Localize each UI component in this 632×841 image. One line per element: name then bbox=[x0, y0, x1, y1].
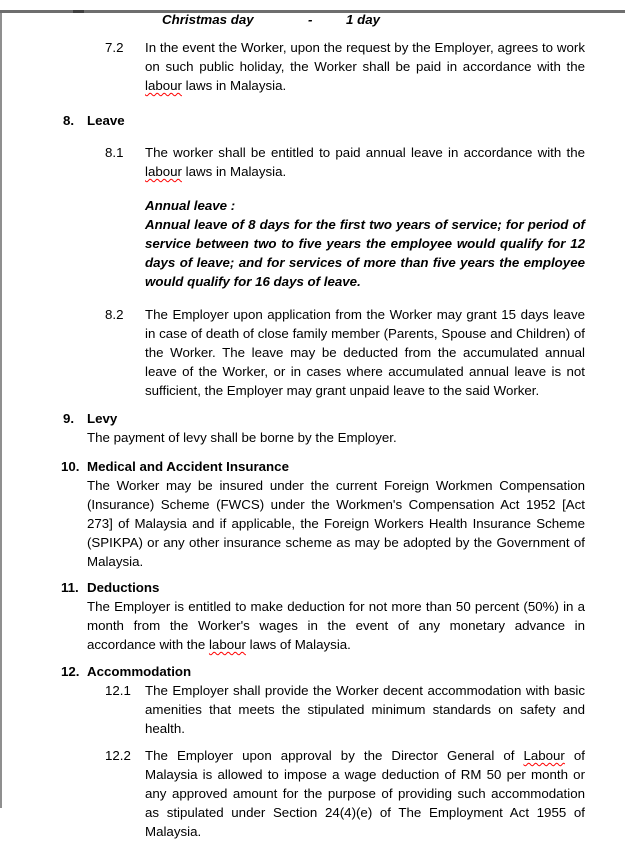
section-8-leave bbox=[63, 111, 585, 130]
section-9-body: The payment of levy shall be borne by the Employer. bbox=[87, 430, 397, 445]
clause-12-2-text: The Employer upon approval by the Director General of bbox=[145, 748, 524, 763]
holiday-dash: - bbox=[308, 12, 313, 27]
spellcheck-word: Labour bbox=[523, 748, 565, 763]
section-9-levy bbox=[63, 409, 585, 447]
section-10-insurance bbox=[61, 457, 585, 571]
clause-8-2 bbox=[105, 305, 585, 400]
holiday-name: Christmas day bbox=[162, 12, 254, 27]
holiday-item-row bbox=[0, 10, 632, 29]
section-11-title: Deductions bbox=[87, 580, 160, 595]
clause-8-1-text-end: laws in Malaysia. bbox=[181, 164, 287, 179]
section-10-body: The Worker may be insured under the current Foreign Workmen Compensation (Insurance) Scheme (FWCS) under the Workmen's Compensation Act 1952 [Act 273] of Malaysia and if applicable, the Foreign Workers Health Insurance Scheme (SPIKPA) or any other insurance scheme as may be adopted by the Government of Malaysia. bbox=[87, 478, 585, 569]
clause-12-2-text-end: of Malaysia is allowed to impose a wage deduction of RM 50 per month or any approved amount for the purpose of providing such accommodation as stipulated under Section 24(4)(e) of The Employment Act 1955 of Malaysia. bbox=[145, 748, 585, 839]
section-12-accommodation bbox=[61, 662, 585, 681]
clause-8-1-number: 8.1 bbox=[105, 145, 124, 160]
clause-7-2-text-end: laws in Malaysia. bbox=[181, 78, 287, 93]
section-11-number: 11. bbox=[61, 580, 79, 595]
document-page bbox=[0, 10, 632, 841]
spellcheck-word: labour bbox=[145, 164, 182, 179]
clause-7-2-text: In the event the Worker, upon the request by the Employer, agrees to work on such public holiday, the Worker shall be paid in accordance with the bbox=[145, 40, 585, 74]
clause-12-1-number: 12.1 bbox=[105, 683, 131, 698]
clause-12-2-number: 12.2 bbox=[105, 748, 131, 763]
clause-12-1 bbox=[105, 681, 585, 738]
section-8-title: Leave bbox=[87, 113, 125, 128]
section-10-title: Medical and Accident Insurance bbox=[87, 459, 289, 474]
clause-7-2 bbox=[105, 38, 585, 95]
section-11-text-end: laws of Malaysia. bbox=[245, 637, 351, 652]
clause-8-1-text: The worker shall be entitled to paid annual leave in accordance with the bbox=[145, 145, 585, 160]
holiday-duration: 1 day bbox=[346, 12, 381, 27]
section-9-number: 9. bbox=[63, 411, 75, 426]
clause-12-1-text: The Employer shall provide the Worker decent accommodation with basic amenities that meets the stipulated minimum standards on safety and health. bbox=[145, 683, 585, 736]
section-10-number: 10. bbox=[61, 459, 80, 474]
clause-8-1 bbox=[105, 143, 585, 181]
annual-leave-note bbox=[145, 196, 585, 291]
section-11-deductions bbox=[61, 578, 585, 654]
clause-8-2-number: 8.2 bbox=[105, 307, 124, 322]
section-12-title: Accommodation bbox=[87, 664, 192, 679]
section-8-number: 8. bbox=[63, 113, 75, 128]
section-11-text: The Employer is entitled to make deduction for not more than 50 percent (50%) in a month from the Worker's wages in the event of any monetary advance in accordance with the bbox=[87, 599, 585, 652]
clause-8-2-text: The Employer upon application from the Worker may grant 15 days leave in case of death of close family member (Parents, Spouse and Children) of the Worker. The leave may be deducted from the accumulated annual leave of the Worker, or in cases where accumulated annual leave is not sufficient, the Employer may grant unpaid leave to the said Worker. bbox=[145, 307, 585, 398]
spellcheck-word: labour bbox=[208, 637, 246, 652]
spellcheck-word: labour bbox=[145, 78, 182, 93]
annual-leave-note-heading: Annual leave : bbox=[145, 198, 236, 213]
clause-7-2-number: 7.2 bbox=[105, 40, 124, 55]
section-9-title: Levy bbox=[87, 411, 118, 426]
clause-12-2 bbox=[105, 746, 585, 841]
annual-leave-note-body: Annual leave of 8 days for the first two years of service; for period of service between two to five years the employee would qualify for 12 days of leave; and for services of more than five years the employee would qualify for 16 days of leave. bbox=[145, 217, 585, 289]
section-12-number: 12. bbox=[61, 664, 80, 679]
section-11-body bbox=[87, 597, 585, 654]
